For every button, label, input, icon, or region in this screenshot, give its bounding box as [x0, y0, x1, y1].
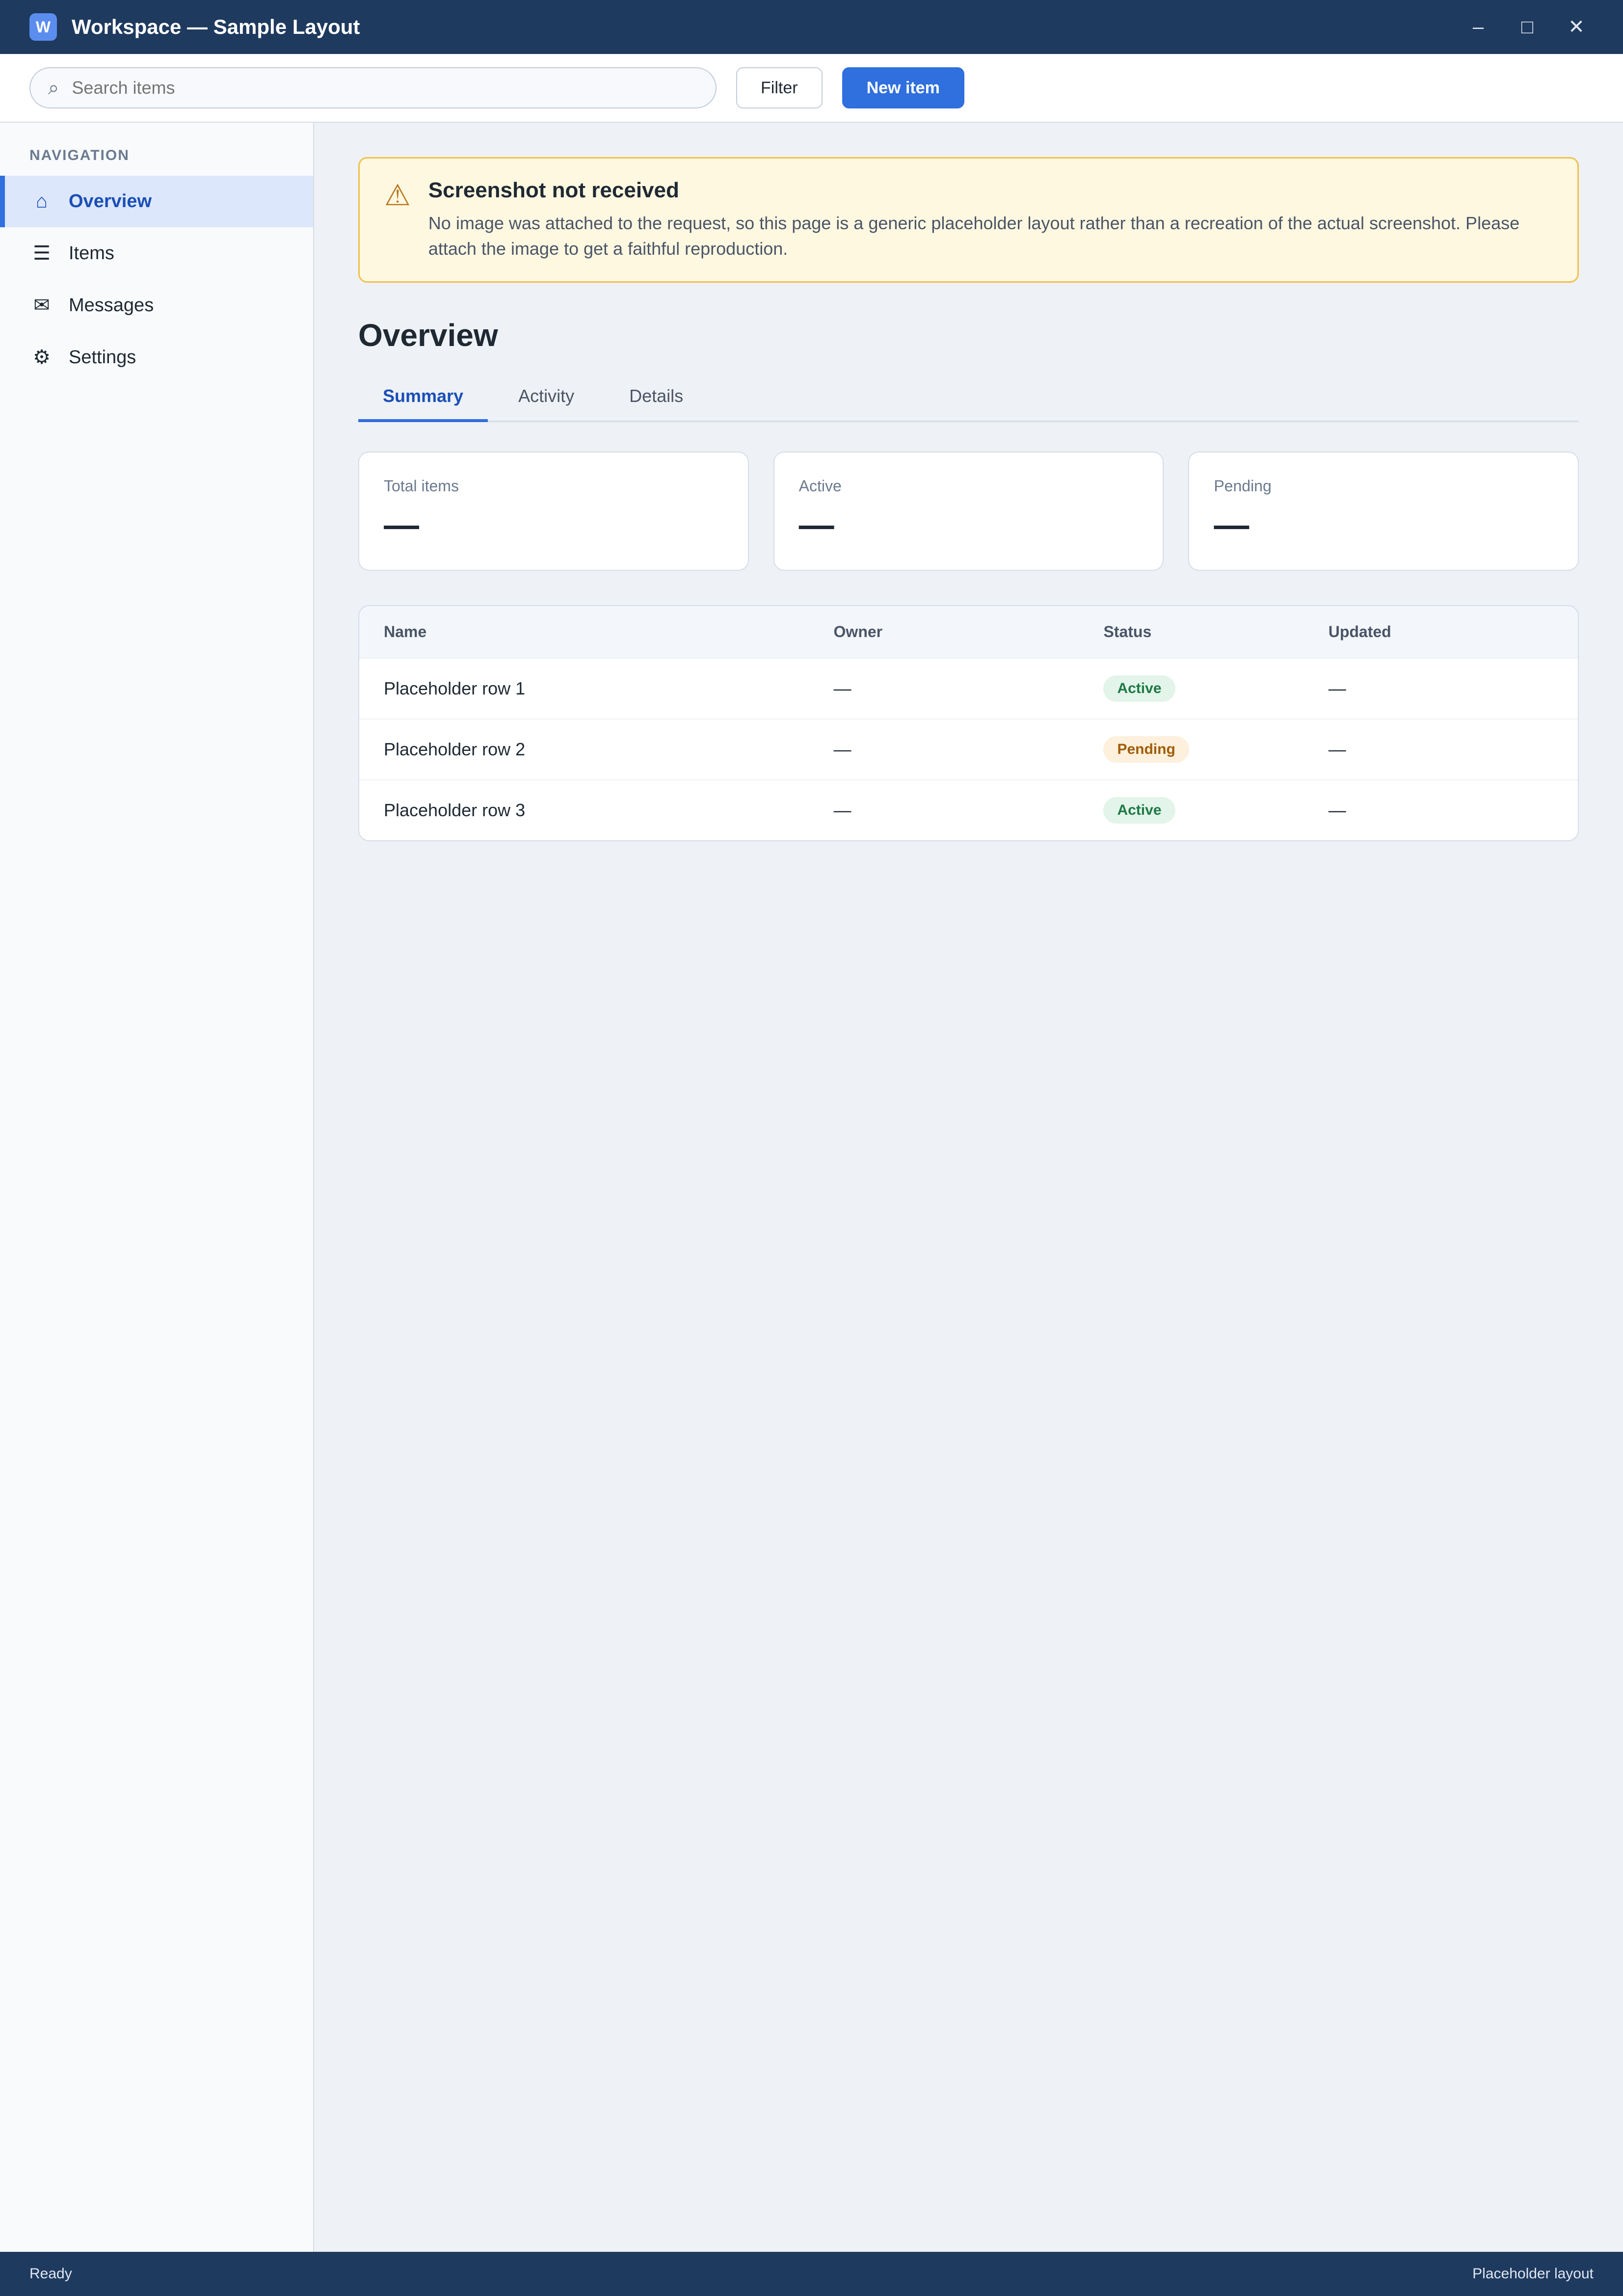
table-cell: —: [833, 800, 851, 821]
column-header[interactable]: Name: [384, 623, 427, 641]
stat-card: [773, 452, 1164, 571]
stat-value: —: [1214, 506, 1250, 545]
stat-label: Total items: [384, 477, 459, 495]
summary-cards: [358, 452, 1579, 571]
status-info: Placeholder layout: [1472, 2266, 1594, 2282]
window-title: Workspace — Sample Layout: [72, 15, 360, 38]
sidebar-item-messages[interactable]: [0, 279, 313, 331]
title-bar: [0, 0, 1623, 54]
stat-card: [358, 452, 749, 571]
table-row[interactable]: [359, 780, 1578, 840]
search-icon: ⌕: [48, 77, 59, 99]
column-header[interactable]: Owner: [833, 623, 883, 641]
stat-card: [1188, 452, 1579, 571]
status-badge: Pending: [1103, 736, 1189, 763]
notice-title: Screenshot not received: [428, 178, 679, 202]
search-input[interactable]: [71, 77, 698, 99]
sidebar: [0, 123, 314, 2252]
tab-summary[interactable]: Summary: [358, 373, 488, 422]
sidebar-item-overview[interactable]: [0, 176, 313, 227]
notice-text: [428, 178, 1553, 262]
filter-button[interactable]: Filter: [736, 67, 823, 108]
new-item-button[interactable]: New item: [842, 67, 964, 108]
notice-banner: [358, 157, 1579, 283]
column-header[interactable]: Updated: [1328, 623, 1391, 641]
table-cell: Placeholder row 2: [384, 739, 526, 760]
app-icon: W: [29, 13, 57, 41]
status-text: Ready: [29, 2266, 72, 2282]
main-area: [0, 123, 1623, 2252]
warning-icon: ⚠: [384, 179, 411, 212]
gear-icon: ⚙: [33, 347, 51, 368]
notice-body: No image was attached to the request, so this page is a generic placeholder layout rather than a recreation of the actual screenshot. Please attach the image to get a faithful reproduction.: [428, 213, 1520, 259]
sidebar-item-label: Messages: [69, 294, 154, 316]
table-cell: —: [833, 739, 851, 760]
status-bar: [0, 2252, 1623, 2296]
sidebar-item-settings[interactable]: [0, 331, 313, 383]
sidebar-item-label: Settings: [69, 347, 136, 368]
table-cell: —: [1328, 678, 1346, 699]
sidebar-heading: NAVIGATION: [29, 147, 130, 163]
search-box: [29, 67, 717, 108]
status-badge: Active: [1103, 797, 1175, 824]
stat-label: Pending: [1214, 477, 1272, 495]
maximize-icon[interactable]: □: [1521, 16, 1534, 38]
tab-details[interactable]: Details: [629, 386, 684, 406]
stat-label: Active: [798, 477, 842, 495]
table-row[interactable]: [359, 720, 1578, 780]
table-header-row: [359, 606, 1578, 659]
sidebar-item-label: Items: [69, 242, 114, 264]
tab-strip: [358, 373, 1579, 422]
stat-value: —: [798, 506, 834, 545]
close-icon[interactable]: ✕: [1568, 16, 1585, 38]
table-cell: —: [833, 678, 851, 699]
list-icon: ☰: [33, 242, 51, 264]
table-cell: —: [1328, 800, 1346, 821]
items-table: [358, 605, 1579, 841]
table-cell: Placeholder row 3: [384, 800, 526, 821]
content-pane: [314, 123, 1623, 2252]
column-header[interactable]: Status: [1103, 623, 1152, 641]
home-icon: ⌂: [35, 190, 48, 212]
toolbar: [0, 54, 1623, 123]
table-cell: —: [1328, 739, 1346, 760]
sidebar-item-items[interactable]: [0, 227, 313, 279]
stat-value: —: [384, 506, 419, 545]
status-badge: Active: [1103, 675, 1175, 702]
minimize-icon[interactable]: –: [1472, 16, 1484, 38]
table-cell: Placeholder row 1: [384, 678, 526, 699]
table-row[interactable]: [359, 659, 1578, 720]
tab-activity[interactable]: Activity: [518, 386, 575, 406]
sidebar-item-label: Overview: [69, 191, 152, 212]
envelope-icon: ✉: [33, 294, 50, 316]
page-title: Overview: [358, 318, 498, 353]
